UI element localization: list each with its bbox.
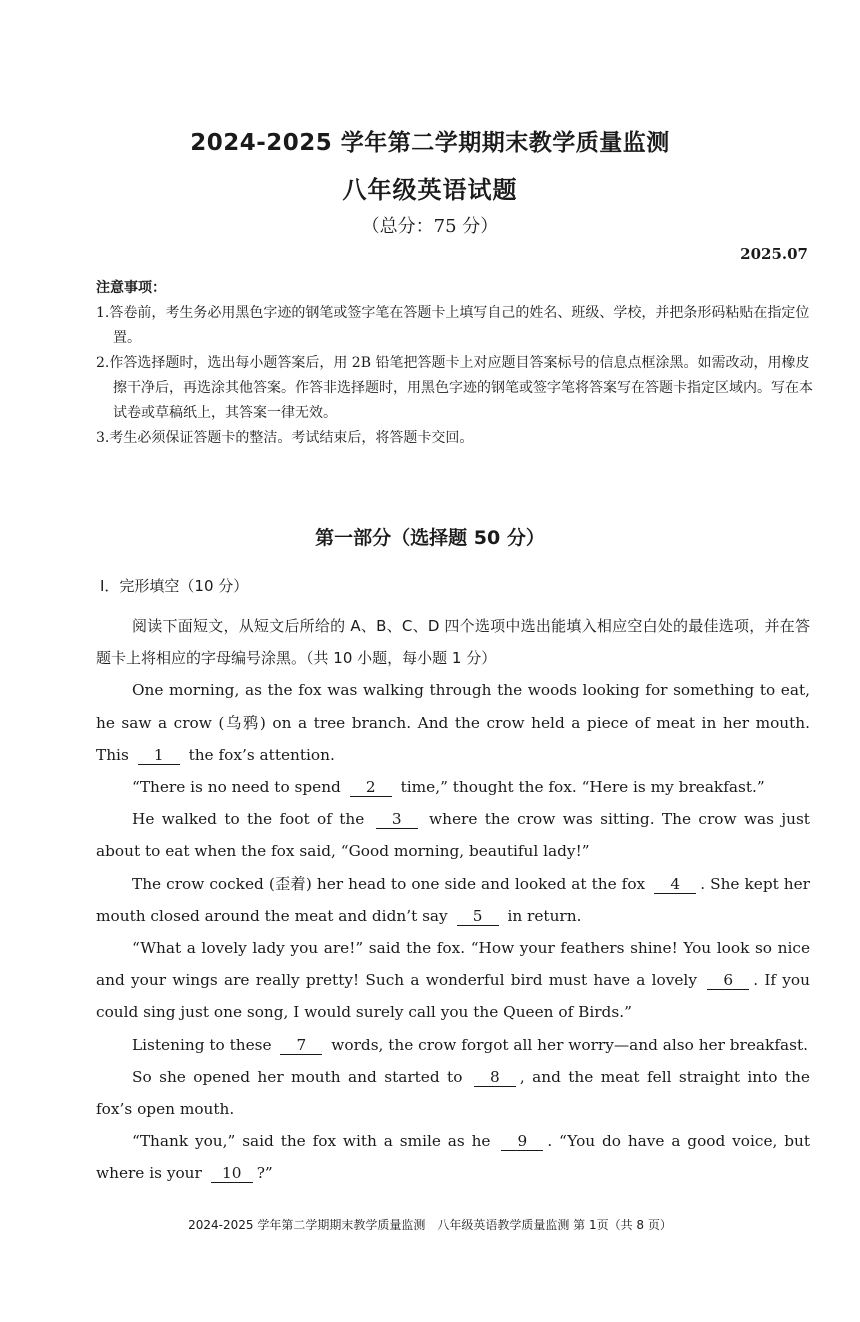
passage-paragraph-4 — [96, 868, 810, 932]
blank-3: 3 — [376, 810, 418, 829]
passage-text: “There is no need to spend — [132, 778, 341, 797]
passage-text: ?” — [256, 1164, 273, 1183]
blank-9: 9 — [501, 1132, 543, 1151]
cloze-instruction: 阅读下面短文，从短文后所给的 A、B、C、D 四个选项中选出能填入相应空白处的最佳选项，并在答题卡上将相应的字母编号涂黑。（共 10 小题，每小题 1 分） — [96, 617, 810, 668]
cloze-passage — [96, 610, 810, 1190]
passage-text: He walked to the foot of the — [132, 810, 365, 829]
blank-2: 2 — [350, 778, 392, 797]
passage-text: One morning, as the fox was walking through the woods looking for something to eat, he saw a crow (乌鸦) on a tree branch. And the crow held a piece of meat in her mouth. This — [96, 681, 810, 764]
passage-paragraph-6 — [96, 1029, 810, 1061]
total-score: （总分：75 分） — [361, 216, 499, 237]
blank-10: 10 — [211, 1164, 253, 1183]
passage-text: . She kept her mouth closed around the meat and didn’t say — [96, 874, 810, 925]
passage-text: . If you could sing just one song, I would surely call you the Queen of Birds.” — [96, 971, 810, 1022]
notes-title: 注意事项： — [96, 280, 166, 296]
passage-text: in return. — [507, 906, 582, 925]
passage-text: , and the meat fell straight into the fox’s open mouth. — [96, 1067, 810, 1119]
passage-text: time,” thought the fox. “Here is my breakfast.” — [400, 778, 765, 797]
page-footer: 2024-2025 学年第二学期期末教学质量监测 八年级英语教学质量监测 第 1页（共 8 页） — [188, 1218, 672, 1232]
passage-paragraph-1 — [96, 674, 810, 771]
passage-paragraph-5 — [96, 932, 810, 1029]
passage-paragraph-7 — [96, 1061, 810, 1125]
passage-text: . “You do have a good voice, but where is your — [96, 1132, 810, 1183]
exam-date: 2025.07 — [740, 245, 808, 263]
cloze-section-title: Ⅰ．完形填空（10 分） — [100, 577, 249, 595]
blank-6: 6 — [707, 971, 749, 990]
passage-text: Listening to these — [132, 1035, 272, 1054]
passage-paragraph-3 — [96, 803, 810, 867]
notes-section — [96, 276, 816, 451]
passage-text: The crow cocked (歪着) her head to one side and looked at the fox — [132, 874, 646, 893]
passage-text: “What a lovely lady you are!” said the fox. “How your feathers shine! You look so nice and your wings are really pretty! Such a wonderful bird must have a lovely — [96, 939, 810, 990]
passage-text: where the crow was sitting. The crow was just about to eat when the fox said, “Good morning, beautiful lady!” — [96, 810, 810, 861]
note-item-1: 1.答卷前，考生务必用黑色字迹的钢笔或签字笔在答题卡上填写自己的姓名、班级、学校，并把条形码粘贴在指定位置。 — [96, 305, 810, 346]
passage-paragraph-8 — [96, 1125, 810, 1189]
exam-title: 2024-2025 学年第二学期期末教学质量监测 — [190, 130, 670, 156]
passage-paragraph-2 — [96, 771, 810, 803]
note-item-2: 2.作答选择题时，选出每小题答案后，用 2B 铅笔把答题卡上对应题目答案标号的信息点框涂黑。如需改动，用橡皮擦干净后，再选涂其他答案。作答非选择题时，用黑色字迹的钢笔或签字笔将答案写在答题卡指定区域内。写在本试卷或草稿纸上，其答案一律无效。 — [96, 355, 813, 421]
blank-4: 4 — [654, 875, 696, 894]
passage-text: So she opened her mouth and started to — [132, 1067, 463, 1086]
passage-text: words, the crow forgot all her worry—and also her breakfast. — [331, 1035, 808, 1054]
blank-7: 7 — [280, 1036, 322, 1055]
blank-1: 1 — [138, 746, 180, 765]
passage-text: “Thank you,” said the fox with a smile as he — [132, 1132, 491, 1151]
blank-5: 5 — [457, 907, 499, 926]
note-item-3: 3.考生必须保证答题卡的整洁。考试结束后，将答题卡交回。 — [96, 430, 474, 446]
blank-8: 8 — [474, 1068, 516, 1087]
part-one-title: 第一部分（选择题 50 分） — [315, 527, 545, 549]
passage-text: the fox’s attention. — [188, 745, 335, 764]
exam-subtitle: 八年级英语试题 — [342, 176, 518, 204]
